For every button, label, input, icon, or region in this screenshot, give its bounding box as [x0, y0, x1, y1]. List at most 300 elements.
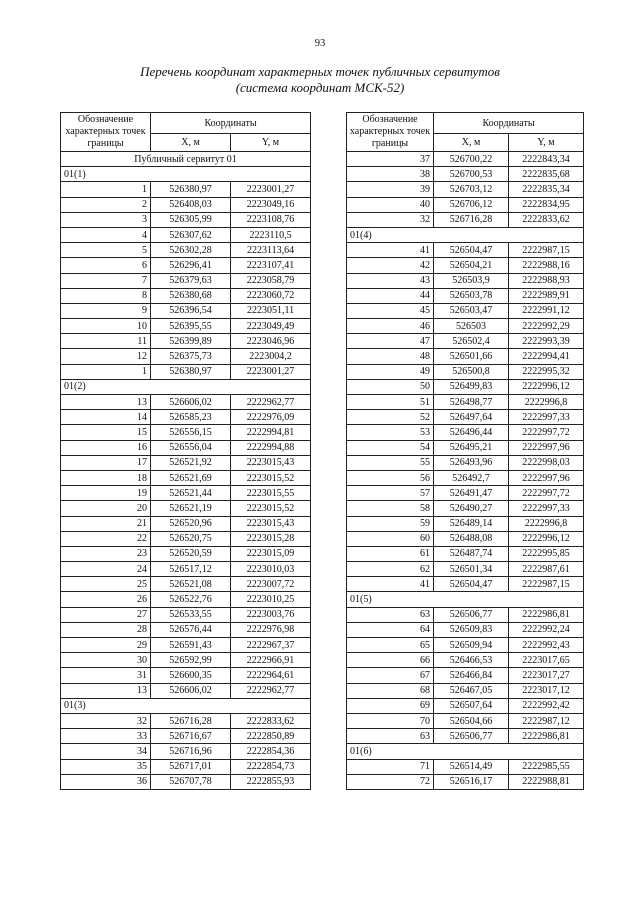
point-number: 63 — [347, 729, 434, 744]
y-coordinate: 2222835,68 — [509, 167, 584, 182]
point-number: 3 — [61, 212, 151, 227]
point-number: 27 — [61, 607, 151, 622]
point-number: 6 — [61, 258, 151, 273]
y-coordinate: 2223007,72 — [231, 577, 311, 592]
point-number: 34 — [61, 744, 151, 759]
x-coordinate: 526521,19 — [151, 501, 231, 516]
y-coordinate: 2223017,12 — [509, 683, 584, 698]
point-number: 1 — [61, 182, 151, 197]
y-coordinate: 2223015,43 — [231, 455, 311, 470]
x-coordinate: 526517,12 — [151, 562, 231, 577]
point-number: 9 — [61, 303, 151, 318]
table-row — [61, 197, 311, 212]
y-coordinate: 2223108,76 — [231, 212, 311, 227]
contour-label: 01(2) — [61, 379, 311, 394]
y-coordinate: 2223046,96 — [231, 334, 311, 349]
x-coordinate: 526504,66 — [434, 713, 509, 728]
table-row — [347, 486, 584, 501]
y-coordinate: 2222835,34 — [509, 182, 584, 197]
y-coordinate: 2223001,27 — [231, 364, 311, 379]
x-coordinate: 526379,63 — [151, 273, 231, 288]
point-number: 20 — [61, 501, 151, 516]
y-coordinate: 2222998,03 — [509, 455, 584, 470]
point-number: 46 — [347, 319, 434, 334]
table-row — [61, 334, 311, 349]
point-number: 28 — [61, 622, 151, 637]
point-number: 50 — [347, 379, 434, 394]
table-row — [347, 698, 584, 713]
table-row — [347, 759, 584, 774]
y-coordinate: 2222964,61 — [231, 668, 311, 683]
x-coordinate: 526707,78 — [151, 774, 231, 789]
y-coordinate: 2222997,72 — [509, 486, 584, 501]
x-coordinate: 526606,02 — [151, 683, 231, 698]
x-coordinate: 526466,53 — [434, 653, 509, 668]
x-coordinate: 526606,02 — [151, 395, 231, 410]
y-coordinate: 2223107,41 — [231, 258, 311, 273]
contour-label: 01(1) — [61, 167, 311, 182]
table-row — [347, 562, 584, 577]
x-coordinate: 526556,15 — [151, 425, 231, 440]
point-number: 53 — [347, 425, 434, 440]
point-number: 18 — [61, 470, 151, 485]
x-coordinate: 526500,8 — [434, 364, 509, 379]
point-number: 59 — [347, 516, 434, 531]
point-number: 16 — [61, 440, 151, 455]
x-coordinate: 526499,83 — [434, 379, 509, 394]
table-row — [61, 713, 311, 728]
x-coordinate: 526716,67 — [151, 729, 231, 744]
point-number: 5 — [61, 243, 151, 258]
table-row — [347, 638, 584, 653]
contour-group-row — [61, 167, 311, 182]
x-coordinate: 526556,04 — [151, 440, 231, 455]
table-row — [61, 319, 311, 334]
y-coordinate: 2222967,37 — [231, 638, 311, 653]
point-number: 39 — [347, 182, 434, 197]
point-number: 62 — [347, 562, 434, 577]
y-coordinate: 2223004,2 — [231, 349, 311, 364]
table-row — [61, 349, 311, 364]
table-row — [347, 212, 584, 227]
table-row — [347, 668, 584, 683]
point-number: 19 — [61, 486, 151, 501]
y-coordinate: 2222976,98 — [231, 622, 311, 637]
point-number: 55 — [347, 455, 434, 470]
point-number: 29 — [61, 638, 151, 653]
y-coordinate: 2222992,42 — [509, 698, 584, 713]
x-coordinate: 526399,89 — [151, 334, 231, 349]
point-number: 41 — [347, 243, 434, 258]
point-number: 61 — [347, 546, 434, 561]
y-coordinate: 2223113,64 — [231, 243, 311, 258]
x-coordinate: 526716,28 — [151, 713, 231, 728]
point-number: 4 — [61, 227, 151, 242]
left-table-body — [61, 152, 311, 790]
table-row — [61, 516, 311, 531]
x-coordinate: 526375,73 — [151, 349, 231, 364]
right-table-body — [347, 152, 584, 790]
y-coordinate: 2222843,34 — [509, 152, 584, 167]
point-number: 72 — [347, 774, 434, 789]
point-number: 48 — [347, 349, 434, 364]
y-coordinate: 2222850,89 — [231, 729, 311, 744]
y-coordinate: 2222997,72 — [509, 425, 584, 440]
y-coordinate: 2222988,93 — [509, 273, 584, 288]
x-coordinate: 526576,44 — [151, 622, 231, 637]
y-coordinate: 2222988,16 — [509, 258, 584, 273]
y-coordinate: 2222987,61 — [509, 562, 584, 577]
table-row — [61, 258, 311, 273]
y-coordinate: 2222962,77 — [231, 395, 311, 410]
contour-group-row — [347, 744, 584, 759]
table-row — [347, 364, 584, 379]
table-header-row — [347, 113, 584, 134]
x-coordinate: 526585,23 — [151, 410, 231, 425]
table-row — [61, 638, 311, 653]
point-number: 2 — [61, 197, 151, 212]
x-coordinate: 526716,96 — [151, 744, 231, 759]
table-row — [61, 486, 311, 501]
point-number: 10 — [61, 319, 151, 334]
table-row — [347, 379, 584, 394]
x-coordinate: 526489,14 — [434, 516, 509, 531]
y-coordinate: 2223010,03 — [231, 562, 311, 577]
point-number: 49 — [347, 364, 434, 379]
y-coordinate: 2223003,76 — [231, 607, 311, 622]
point-number: 71 — [347, 759, 434, 774]
x-coordinate: 526395,55 — [151, 319, 231, 334]
table-row — [61, 425, 311, 440]
y-coordinate: 2223051,11 — [231, 303, 311, 318]
table-row — [61, 774, 311, 789]
designation-header: Обозначение характерных точек границы — [61, 113, 151, 152]
point-number: 38 — [347, 167, 434, 182]
y-coordinate: 2223015,28 — [231, 531, 311, 546]
point-number: 56 — [347, 470, 434, 485]
x-coordinate: 526716,28 — [434, 212, 509, 227]
table-row — [347, 546, 584, 561]
table-row — [347, 167, 584, 182]
x-coordinate: 526380,97 — [151, 364, 231, 379]
table-row — [347, 531, 584, 546]
table-row — [347, 243, 584, 258]
contour-group-row — [347, 592, 584, 607]
x-coordinate: 526493,96 — [434, 455, 509, 470]
table-row — [347, 455, 584, 470]
table-row — [61, 395, 311, 410]
y-coordinate: 2222996,12 — [509, 379, 584, 394]
point-number: 35 — [61, 759, 151, 774]
y-coordinate: 2223058,79 — [231, 273, 311, 288]
x-coordinate: 526507,64 — [434, 698, 509, 713]
y-coordinate: 2223015,09 — [231, 546, 311, 561]
y-coordinate: 2222996,8 — [509, 516, 584, 531]
table-row — [347, 273, 584, 288]
y-coordinate: 2223010,25 — [231, 592, 311, 607]
table-row — [61, 455, 311, 470]
y-coordinate: 2222986,81 — [509, 729, 584, 744]
y-coordinate: 2222833,62 — [509, 212, 584, 227]
y-coordinate: 2222987,12 — [509, 713, 584, 728]
y-coordinate: 2222992,24 — [509, 622, 584, 637]
table-row — [61, 607, 311, 622]
x-coordinate: 526592,99 — [151, 653, 231, 668]
y-coordinate: 2222987,15 — [509, 577, 584, 592]
x-coordinate: 526497,64 — [434, 410, 509, 425]
y-coordinate: 2222854,36 — [231, 744, 311, 759]
y-coordinate: 2223015,55 — [231, 486, 311, 501]
y-coordinate: 2222997,96 — [509, 470, 584, 485]
point-number: 40 — [347, 197, 434, 212]
point-number: 41 — [347, 577, 434, 592]
point-number: 30 — [61, 653, 151, 668]
x-coordinate: 526506,77 — [434, 729, 509, 744]
x-coordinate: 526514,49 — [434, 759, 509, 774]
point-number: 64 — [347, 622, 434, 637]
y-coordinate: 2222994,81 — [231, 425, 311, 440]
coordinates-header: Координаты — [434, 113, 584, 134]
point-number: 12 — [61, 349, 151, 364]
point-number: 17 — [61, 455, 151, 470]
y-coordinate: 2222976,09 — [231, 410, 311, 425]
x-coordinate: 526504,47 — [434, 243, 509, 258]
y-coordinate: 2223060,72 — [231, 288, 311, 303]
x-coordinate: 526467,05 — [434, 683, 509, 698]
table-row — [347, 729, 584, 744]
table-row — [61, 288, 311, 303]
table-row — [347, 607, 584, 622]
x-coordinate: 526501,66 — [434, 349, 509, 364]
table-row — [347, 713, 584, 728]
x-coordinate: 526302,28 — [151, 243, 231, 258]
table-row — [61, 683, 311, 698]
table-row — [61, 562, 311, 577]
point-number: 22 — [61, 531, 151, 546]
designation-header: Обозначение характерных точек границы — [347, 113, 434, 152]
table-row — [347, 577, 584, 592]
point-number: 54 — [347, 440, 434, 455]
table-row — [347, 152, 584, 167]
table-row — [347, 501, 584, 516]
table-row — [347, 425, 584, 440]
coordinates-header: Координаты — [151, 113, 311, 134]
point-number: 37 — [347, 152, 434, 167]
contour-group-row — [347, 227, 584, 242]
table-row — [347, 622, 584, 637]
y-coordinate: 2222833,62 — [231, 713, 311, 728]
point-number: 43 — [347, 273, 434, 288]
table-row — [61, 592, 311, 607]
x-coordinate: 526520,96 — [151, 516, 231, 531]
contour-group-row — [61, 698, 311, 713]
point-number: 7 — [61, 273, 151, 288]
y-coordinate: 2222986,81 — [509, 607, 584, 622]
title-line-1: Перечень координат характерных точек публичных сервитутов — [140, 64, 500, 79]
point-number: 60 — [347, 531, 434, 546]
x-coordinate: 526600,35 — [151, 668, 231, 683]
x-coordinate: 526521,44 — [151, 486, 231, 501]
x-coordinate: 526521,92 — [151, 455, 231, 470]
title-line-2: (система координат МСК-52) — [235, 80, 405, 95]
y-coordinate: 2222994,41 — [509, 349, 584, 364]
table-row — [347, 288, 584, 303]
servitude-caption: Публичный сервитут 01 — [61, 152, 311, 167]
table-row — [347, 440, 584, 455]
point-number: 13 — [61, 395, 151, 410]
table-row — [347, 395, 584, 410]
y-coordinate: 2222995,32 — [509, 364, 584, 379]
y-header: Y, м — [509, 134, 584, 152]
point-number: 66 — [347, 653, 434, 668]
point-number: 8 — [61, 288, 151, 303]
y-coordinate: 2222992,43 — [509, 638, 584, 653]
table-row — [61, 668, 311, 683]
y-coordinate: 2223015,52 — [231, 470, 311, 485]
table-row — [347, 683, 584, 698]
y-coordinate: 2222996,8 — [509, 395, 584, 410]
y-coordinate: 2222962,77 — [231, 683, 311, 698]
table-row — [61, 501, 311, 516]
x-coordinate: 526503,47 — [434, 303, 509, 318]
x-coordinate: 526504,47 — [434, 577, 509, 592]
table-row — [347, 197, 584, 212]
y-coordinate: 2223017,65 — [509, 653, 584, 668]
contour-group-row — [61, 379, 311, 394]
point-number: 58 — [347, 501, 434, 516]
x-coordinate: 526503,9 — [434, 273, 509, 288]
coordinates-table-right — [346, 112, 584, 790]
table-row — [61, 364, 311, 379]
x-coordinate: 526503,78 — [434, 288, 509, 303]
table-row — [61, 227, 311, 242]
x-coordinate: 526503 — [434, 319, 509, 334]
x-coordinate: 526520,75 — [151, 531, 231, 546]
table-row — [347, 182, 584, 197]
x-coordinate: 526520,59 — [151, 546, 231, 561]
table-row — [61, 182, 311, 197]
y-coordinate: 2222966,91 — [231, 653, 311, 668]
point-number: 52 — [347, 410, 434, 425]
point-number: 15 — [61, 425, 151, 440]
table-row — [61, 759, 311, 774]
point-number: 24 — [61, 562, 151, 577]
y-coordinate: 2222988,81 — [509, 774, 584, 789]
point-number: 69 — [347, 698, 434, 713]
point-number: 25 — [61, 577, 151, 592]
y-coordinate: 2222855,93 — [231, 774, 311, 789]
contour-label: 01(3) — [61, 698, 311, 713]
x-coordinate: 526296,41 — [151, 258, 231, 273]
point-number: 63 — [347, 607, 434, 622]
x-coordinate: 526307,62 — [151, 227, 231, 242]
table-row — [61, 470, 311, 485]
table-row — [347, 470, 584, 485]
table-row — [347, 774, 584, 789]
table-row — [347, 319, 584, 334]
point-number: 26 — [61, 592, 151, 607]
x-coordinate: 526380,97 — [151, 182, 231, 197]
x-coordinate: 526466,84 — [434, 668, 509, 683]
point-number: 70 — [347, 713, 434, 728]
y-coordinate: 2222997,33 — [509, 410, 584, 425]
y-coordinate: 2222987,15 — [509, 243, 584, 258]
page-number: 93 — [314, 38, 326, 49]
x-coordinate: 526496,44 — [434, 425, 509, 440]
table-row — [347, 303, 584, 318]
table-row — [61, 729, 311, 744]
y-coordinate: 2222997,33 — [509, 501, 584, 516]
x-coordinate: 526506,77 — [434, 607, 509, 622]
point-number: 68 — [347, 683, 434, 698]
x-coordinate: 526591,43 — [151, 638, 231, 653]
point-number: 11 — [61, 334, 151, 349]
point-number: 36 — [61, 774, 151, 789]
x-coordinate: 526501,34 — [434, 562, 509, 577]
y-coordinate: 2222989,91 — [509, 288, 584, 303]
point-number: 14 — [61, 410, 151, 425]
x-coordinate: 526516,17 — [434, 774, 509, 789]
table-row — [61, 243, 311, 258]
y-coordinate: 2222997,96 — [509, 440, 584, 455]
point-number: 67 — [347, 668, 434, 683]
x-coordinate: 526717,01 — [151, 759, 231, 774]
y-coordinate: 2222992,29 — [509, 319, 584, 334]
y-coordinate: 2223017,27 — [509, 668, 584, 683]
y-coordinate: 2222996,12 — [509, 531, 584, 546]
table-row — [347, 258, 584, 273]
y-coordinate: 2222994,88 — [231, 440, 311, 455]
x-coordinate: 526703,12 — [434, 182, 509, 197]
table-row — [347, 349, 584, 364]
servitude-caption-row — [61, 152, 311, 167]
point-number: 33 — [61, 729, 151, 744]
point-number: 1 — [61, 364, 151, 379]
point-number: 47 — [347, 334, 434, 349]
x-coordinate: 526491,47 — [434, 486, 509, 501]
x-coordinate: 526533,55 — [151, 607, 231, 622]
table-row — [347, 334, 584, 349]
point-number: 23 — [61, 546, 151, 561]
y-coordinate: 2223001,27 — [231, 182, 311, 197]
table-row — [347, 516, 584, 531]
y-coordinate: 2222993,39 — [509, 334, 584, 349]
x-coordinate: 526700,53 — [434, 167, 509, 182]
y-header: Y, м — [231, 134, 311, 152]
contour-label: 01(6) — [347, 744, 584, 759]
x-coordinate: 526498,77 — [434, 395, 509, 410]
x-coordinate: 526495,21 — [434, 440, 509, 455]
point-number: 13 — [61, 683, 151, 698]
x-coordinate: 526502,4 — [434, 334, 509, 349]
document-title — [0, 64, 640, 96]
y-coordinate: 2222995,85 — [509, 546, 584, 561]
x-coordinate: 526408,03 — [151, 197, 231, 212]
table-row — [347, 653, 584, 668]
point-number: 42 — [347, 258, 434, 273]
y-coordinate: 2223015,43 — [231, 516, 311, 531]
table-row — [61, 577, 311, 592]
x-coordinate: 526504,21 — [434, 258, 509, 273]
y-coordinate: 2222991,12 — [509, 303, 584, 318]
table-row — [61, 744, 311, 759]
point-number: 44 — [347, 288, 434, 303]
table-row — [61, 546, 311, 561]
point-number: 57 — [347, 486, 434, 501]
y-coordinate: 2223110,5 — [231, 227, 311, 242]
table-row — [61, 622, 311, 637]
y-coordinate: 2223015,52 — [231, 501, 311, 516]
